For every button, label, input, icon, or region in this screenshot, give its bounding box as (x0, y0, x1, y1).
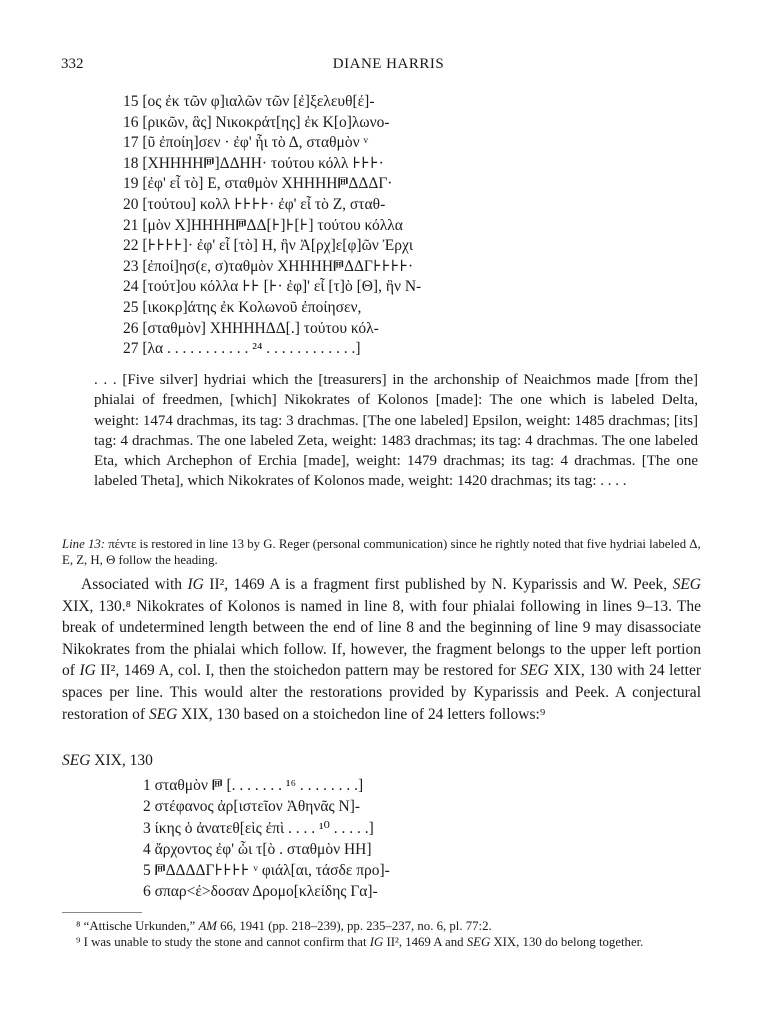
seg-line: 6 σπαρ<έ>δοσαν Δρομο[κλείδης Γα]- (143, 883, 378, 901)
running-head: DIANE HARRIS (332, 56, 445, 72)
body-paragraph (62, 574, 701, 725)
seg-line: 4 ἄρχοντος ἐφ' ὧι τ[ὸ . σταθμὸν ΗΗ] (143, 840, 372, 858)
seg-restoration (143, 775, 483, 903)
paragraph-italic: IG (187, 576, 204, 593)
footnote-text: 66, 1941 (pp. 218–239), pp. 235–237, no. 6, pl. 77:2. (216, 919, 492, 933)
footnote-9 (62, 934, 702, 950)
paragraph-text: Associated with (81, 576, 188, 593)
inscription-line: 24 [τούτ]ου κόλλα ⊦⊦ [⊦· ἐφ]' εἶ [τ]ὸ [Θ], ἣν Ν- (123, 278, 422, 296)
page-header (61, 56, 716, 78)
footnote-italic: IG (369, 935, 384, 949)
paragraph-italic: SEG (520, 662, 549, 680)
inscription-line: 23 [ἐποί]ησ(ε, σ)ταθμὸν ΧΗΗΗΗ𐅅ΔΔΓ⊦⊦⊦⊦· (123, 257, 414, 275)
inscription-line: 21 [μὸν Χ]ΗΗΗΗ𐅅ΔΔ[⊦]⊦[⊦] τούτου κόλλα (123, 216, 403, 234)
note-greek-word: πέντε (108, 537, 137, 551)
inscription-line: 27 [λα . . . . . . . . . . . ²⁴ . . . . . . . . . . . .] (123, 340, 361, 358)
inscription-line: 22 [⊦⊦⊦⊦]· ἐφ' εἶ [τὸ] Η, ἣν Ἀ[ρχ]ε[φ]ῶν Ἐρχι (123, 237, 414, 255)
inscription-line: 26 [σταθμὸν] ΧΗΗΗΗΔΔ[.] τούτου κόλ- (123, 319, 379, 337)
line-note (62, 536, 702, 568)
paragraph-text: II², 1469 A is a fragment first published by N. Kyparissis and W. Peek, (203, 576, 673, 593)
footnote-italic: AM (198, 919, 217, 933)
footnotes (62, 918, 702, 950)
paragraph-text: XIX, 130 based on a stoichedon line of 24 letters follows:⁹ (177, 705, 546, 723)
footnote-text: II², 1469 A and (383, 935, 467, 949)
footnote-text: ⁸ “Attische Urkunden,” (76, 919, 199, 933)
footnote-italic: SEG (466, 935, 491, 949)
inscription-text (123, 92, 543, 360)
seg-line: 3 ίκης ὁ ἀνατεθ[εὶς ἐπὶ . . . . ¹⁰ . . . . .] (143, 819, 374, 837)
inscription-line: 19 [ἐφ' εἶ τὸ] Ε, σταθμὸν ΧΗΗΗΗ𐅅ΔΔΔΓ· (123, 175, 393, 193)
inscription-line: 18 [ΧΗΗΗΗ𐅅]ΔΔΗΗ· τούτου κόλλ ⊦⊦⊦· (123, 154, 384, 172)
translation-paragraph: . . . [Five silver] hydriai which the [treasurers] in the archonship of Neaichmos made [from the] phialai of freedmen, [which] Nikokrates of Kolonos [made]: The one which is labeled Delta, weight: 1474 drachmas, its tag: 3 drachmas. [The one labeled] Epsilon, weight: 1485 drachmas; [its] tag: 4 drachmas. The one labeled Zeta, weight: 1483 drachmas; its tag: 4 drachmas. The one labeled Eta, which Archephon of Erchia [made], weight: 1479 drachmas; its tag: 4 drachmas. [The one labeled Theta], which Nikokrates of Kolonos made, weight: 1420 drachmas; its tag: . . . . (94, 372, 698, 490)
inscription-line: 20 [τούτου] κολλ ⊦⊦⊦⊦· ἐφ' εἶ τὸ Ζ, σταθ- (123, 195, 386, 213)
inscription-line: 15 [ος ἐκ τῶν φ]ιαλῶν τῶν [ἐ]ξελευθ[έ]- (123, 93, 375, 110)
seg-line: 1 σταθμὸν 𐅅 [. . . . . . . ¹⁶ . . . . . . . .] (143, 777, 364, 794)
paragraph-text: XIX, 130.⁸ Nikokrates of Kolonos is named in line 8, with four phialai following in lines 9–13. The break of undetermined length between the end of line 8 and the beginning of line 9 may disassociate Nikokrates from the phialai which follow. If, however, the fragment belongs to the upper left portion of (62, 597, 701, 680)
footnote-text: XIX, 130 do belong together. (490, 935, 644, 949)
note-text: is restored in line 13 by G. Reger (personal communication) since he rightly noted that five hydriai labeled Δ, Ε, Ζ, Η, Θ follow the heading. (62, 537, 701, 567)
seg-heading (62, 752, 153, 770)
paragraph-italic: SEG (148, 705, 178, 723)
inscription-line: 16 [ρικῶν, ἃς] Νικοκράτ[ης] ἐκ Κ[ο]λωνο- (123, 113, 390, 131)
seg-line: 2 στέφανος ἀρ[ιστεῖον Ἀθηνᾶς Ν]- (143, 798, 361, 816)
seg-heading-number: XIX, 130 (90, 752, 153, 769)
paragraph-text: II², 1469 A, col. I, then the stoichedon pattern may be restored for (95, 662, 521, 680)
footnote-text: ⁹ I was unable to study the stone and cannot confirm that (76, 935, 370, 949)
paragraph-italic: SEG (672, 576, 701, 593)
page-number: 332 (61, 56, 84, 72)
seg-line: 5 𐅅ΔΔΔΔΓ⊦⊦⊦⊦ ᵛ φιάλ[αι, τάσδε προ]- (143, 862, 390, 880)
note-label: Line 13: (62, 537, 106, 551)
seg-heading-italic: SEG (62, 752, 91, 769)
footnote-divider (62, 912, 142, 913)
inscription-line: 17 [ῦ ἐποίη]σεν · ἐφ' ἧι τὸ Δ, σταθμὸν ᵛ (123, 134, 369, 152)
paragraph-italic: IG (79, 662, 96, 680)
paragraph-text: XIX, 130 with 24 letter spaces per line. This would alter the restorations provided by Kyparissis and Peek. A conjectural restoration of (62, 662, 701, 723)
footnote-8 (62, 918, 702, 934)
inscription-line: 25 [ικοκρ]άτης ἐκ Κολωνοῦ ἐποίησεν, (123, 298, 362, 316)
